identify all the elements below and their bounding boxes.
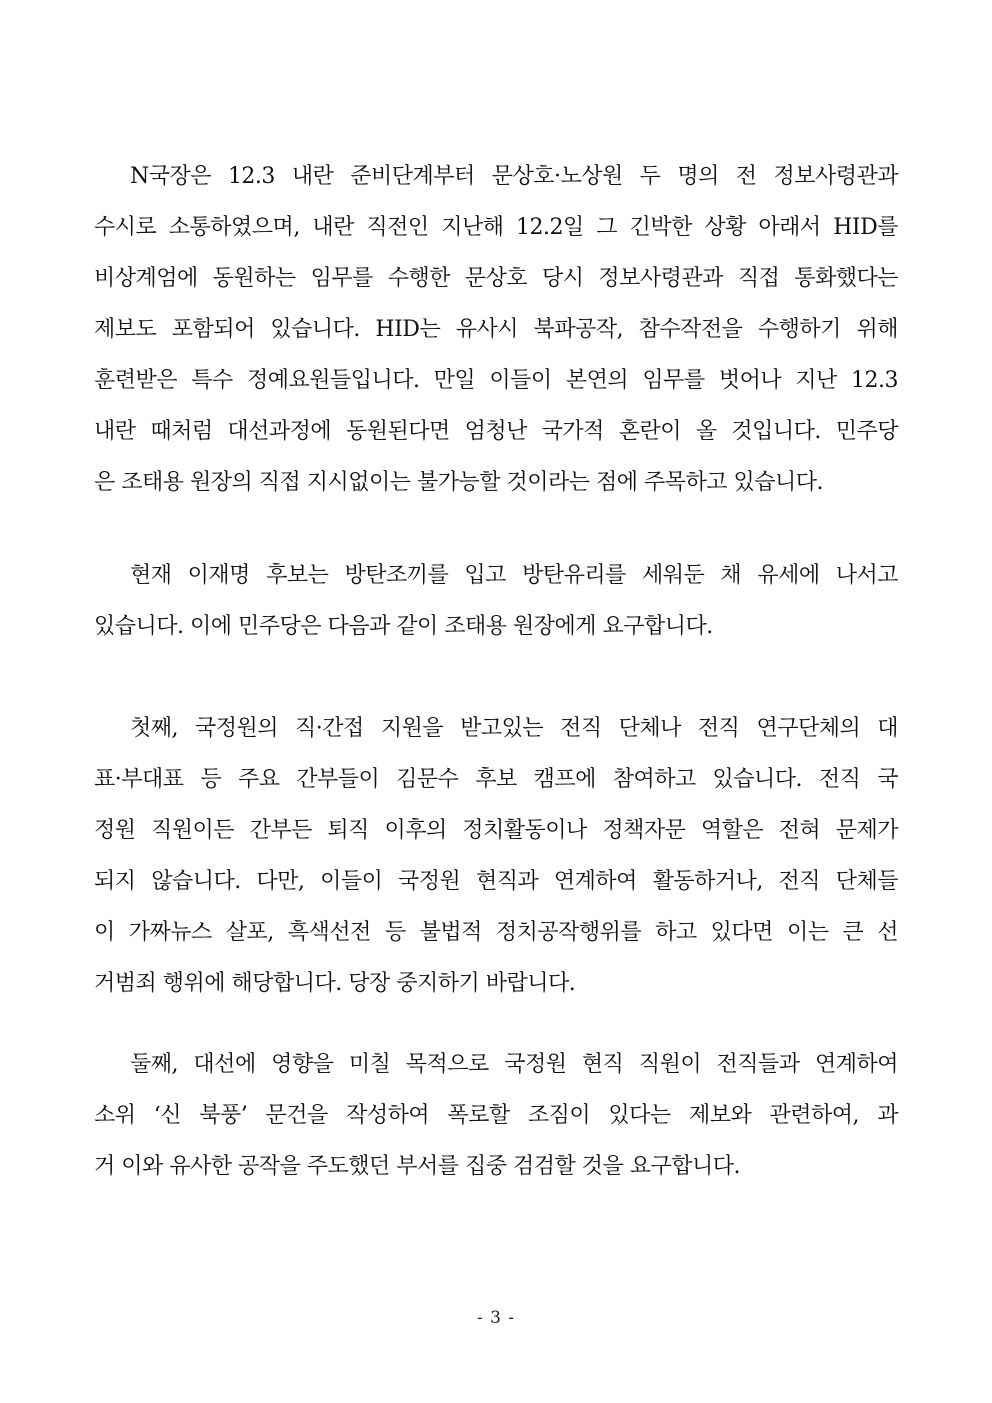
text-line: 비상계엄에 동원하는 임무를 수행한 문상호 당시 정보사령관과 직접 통화했다는: [94, 266, 898, 291]
text-line: 훈련받은 특수 정예요원들입니다. 만일 이들이 본연의 임무를 벗어나 지난 12.3: [94, 368, 898, 393]
text-line: 거 이와 유사한 공작을 주도했던 부서를 집중 검검할 것을 요구합니다.: [94, 1154, 740, 1179]
text-line: 현재 이재명 후보는 방탄조끼를 입고 방탄유리를 세워둔 채 유세에 나서고: [130, 563, 898, 588]
paragraph-4: [94, 1039, 898, 1192]
text-line: 소위 ‘신 북풍’ 문건을 작성하여 폭로할 조짐이 있다는 제보와 관련하여, 과: [94, 1103, 898, 1128]
text-line: 둘째, 대선에 영향을 미칠 목적으로 국정원 현직 직원이 전직들과 연계하여: [130, 1052, 898, 1077]
text-line: 은 조태용 원장의 직접 지시없이는 불가능할 것이라는 점에 주목하고 있습니다.: [94, 470, 823, 495]
text-line: 내란 때처럼 대선과정에 동원된다면 엄청난 국가적 혼란이 올 것입니다. 민주당: [94, 419, 898, 444]
text-line: 수시로 소통하였으며, 내란 직전인 지난해 12.2일 그 긴박한 상황 아래서 HID를: [94, 215, 898, 240]
text-line: 첫째, 국정원의 직·간접 지원을 받고있는 전직 단체나 전직 연구단체의 대: [130, 716, 898, 741]
text-line: 되지 않습니다. 다만, 이들이 국정원 현직과 연계하여 활동하거나, 전직 단체들: [94, 869, 898, 894]
text-line: 이 가짜뉴스 살포, 흑색선전 등 불법적 정치공작행위를 하고 있다면 이는 큰 선: [94, 920, 898, 945]
text-line: 정원 직원이든 간부든 퇴직 이후의 정치활동이나 정책자문 역할은 전혀 문제가: [94, 818, 898, 843]
paragraph-3: [94, 703, 898, 1009]
text-line: N국장은 12.3 내란 준비단계부터 문상호·노상원 두 명의 전 정보사령관과: [130, 164, 898, 189]
text-line: 표·부대표 등 주요 간부들이 김문수 후보 캠프에 참여하고 있습니다. 전직 국: [94, 767, 898, 792]
text-line: 거범죄 행위에 해당합니다. 당장 중지하기 바랍니다.: [94, 971, 576, 996]
paragraph-1: [94, 151, 898, 508]
paragraph-2: [94, 550, 898, 652]
text-line: 있습니다. 이에 민주당은 다음과 같이 조태용 원장에게 요구합니다.: [94, 614, 713, 639]
page-number: - 3 -: [476, 1308, 516, 1328]
text-line: 제보도 포함되어 있습니다. HID는 유사시 북파공작, 참수작전을 수행하기 위해: [94, 317, 898, 342]
